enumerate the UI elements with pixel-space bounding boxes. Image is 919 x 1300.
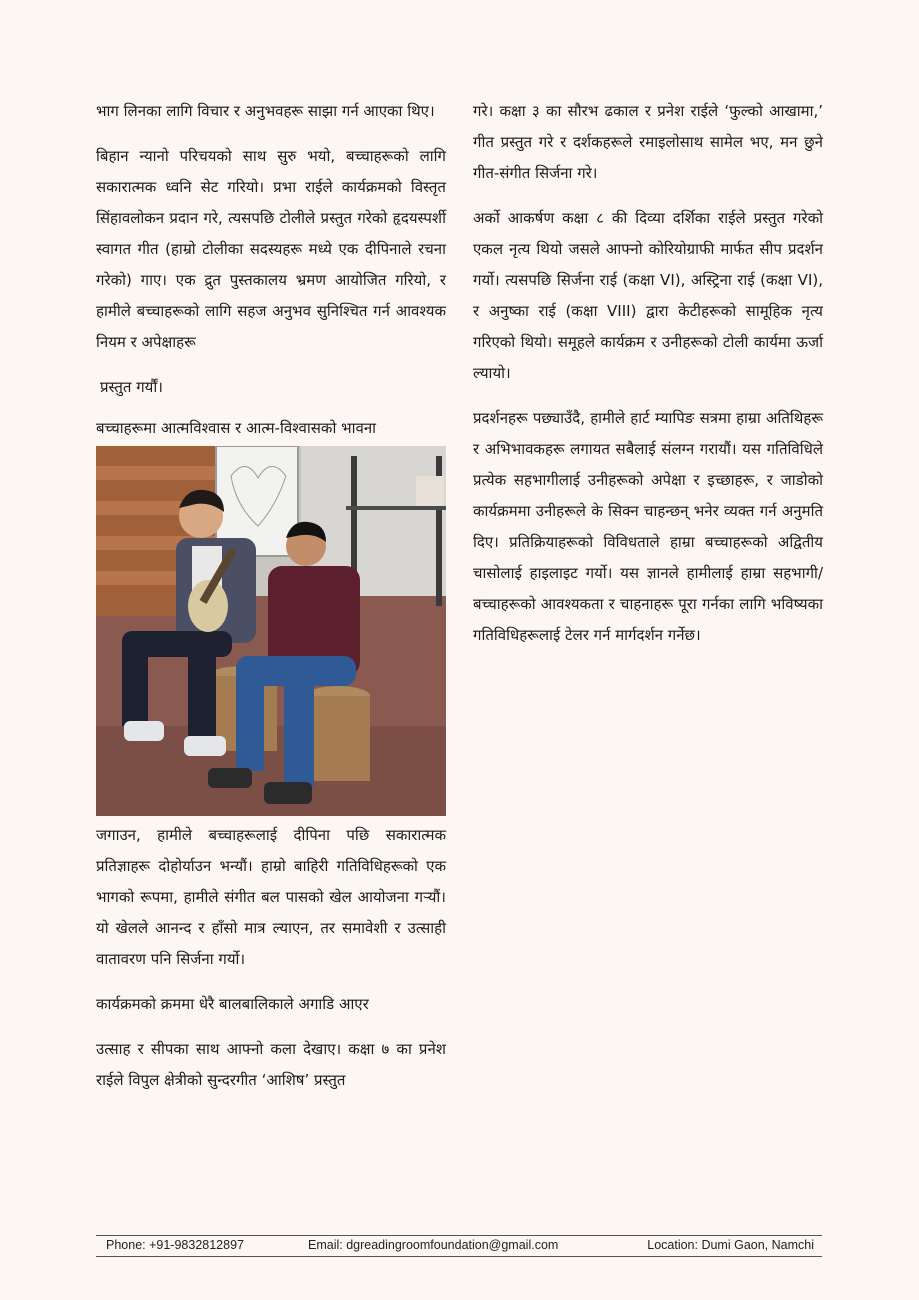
paragraph: प्रस्तुत गर्यौं।	[100, 378, 163, 396]
paragraph: बच्चाहरूमा आत्मविश्वास र आत्म-विश्वासको भावना	[96, 419, 377, 437]
paragraph: भाग लिनका लागि विचार र अनुभवहरू साझा गर्न आएका थिए।	[96, 102, 435, 120]
right-column	[473, 96, 823, 665]
footer-phone: Phone: +91-9832812897	[106, 1238, 244, 1252]
paragraph: जगाउन, हामीले बच्चाहरूलाई दीपिना पछि सकारात्मक प्रतिज्ञाहरू दोहोर्याउन भन्यौं। हाम्रो बाहिरी गतिविधिहरूको एक भागको रूपमा, हामीले संगीत बल पासको खेल आयोजना गर्‍यौं। यो खेलले आनन्द र हाँसो मात्र ल्याएन, तर समावेशी र उत्साही वातावरण पनि सिर्जना गर्यो।	[96, 826, 446, 968]
paragraph: बिहान न्यानो परिचयको साथ सुरु भयो, बच्चाहरूको लागि सकारात्मक ध्वनि सेट गरियो। प्रभा राईले कार्यक्रमको विस्तृत सिंहावलोकन प्रदान गरे, त्यसपछि टोलीले प्रस्तुत गरेको हृदयस्पर्शी स्वागत गीत (हाम्रो टोलीका सदस्यहरू मध्ये एक दीपिनाले रचना गरेको) गाए। एक द्रुत पुस्तकालय भ्रमण आयोजित गरियो, र हामीले बच्चाहरूको लागि सहज अनुभव सुनिश्चित गर्न आवश्यक नियम र अपेक्षाहरू	[96, 147, 446, 351]
photo-children-performing	[96, 446, 446, 816]
paragraph: प्रदर्शनहरू पछ्याउँदै, हामीले हार्ट म्यापिङ सत्रमा हाम्रा अतिथिहरू र अभिभावकहरू लगायत सबैलाई संलग्न गरायौं। यस गतिविधिले प्रत्येक सहभागीलाई उनीहरूको अपेक्षा र इच्छाहरू, र जाडोको कार्यक्रममा उनीहरूले के सिक्न चाहन्छन् भनेर व्यक्त गर्न अनुमति दिए। प्रतिक्रियाहरूको विविधताले हाम्रा बच्चाहरूको अद्वितीय चासोलाई हाइलाइट गर्यो। यस ज्ञानले हामीलाई हाम्रा सहभागी/बच्चाहरूको आवश्यकता र चाहनाहरू पूरा गर्नका लागि भविष्यका गतिविधिहरूलाई टेलर गर्न मार्गदर्शन गर्नेछ।	[473, 409, 823, 644]
footer-location: Location: Dumi Gaon, Namchi	[647, 1238, 814, 1252]
left-column	[96, 96, 446, 1110]
paragraph: अर्को आकर्षण कक्षा ८ की दिव्या दर्शिका राईले प्रस्तुत गरेको एकल नृत्य थियो जसले आफ्नो कोरियोग्राफी मार्फत सीप प्रदर्शन गर्यो। त्यसपछि सिर्जना राई (कक्षा VI), अस्ट्रिना राई (कक्षा VI), र अनुष्का राई (कक्षा VIII) द्वारा केटीहरूको सामूहिक नृत्य गरिएको थियो। समूहले कार्यक्रम र उनीहरूको टोली कार्यमा ऊर्जा ल्यायो।	[473, 209, 823, 382]
footer-email[interactable]: Email: dgreadingroomfoundation@gmail.com	[308, 1238, 559, 1252]
paragraph: गरे। कक्षा ३ का सौरभ ढकाल र प्रनेश राईले ‘फुल्को आखामा,’ गीत प्रस्तुत गरे र दर्शकहरूले रमाइलोसाथ सामेल भए, मन छुने गीत-संगीत सिर्जना गरे।	[473, 102, 823, 182]
paragraph: उत्साह र सीपका साथ आफ्नो कला देखाए। कक्षा ७ का प्रनेश राईले विपुल क्षेत्रीको सुन्दरगीत ‘आशिष’ प्रस्तुत	[96, 1040, 446, 1089]
paragraph: कार्यक्रमको क्रममा धेरै बालबालिकाले अगाडि आएर	[96, 995, 369, 1013]
page-footer	[96, 1235, 822, 1257]
